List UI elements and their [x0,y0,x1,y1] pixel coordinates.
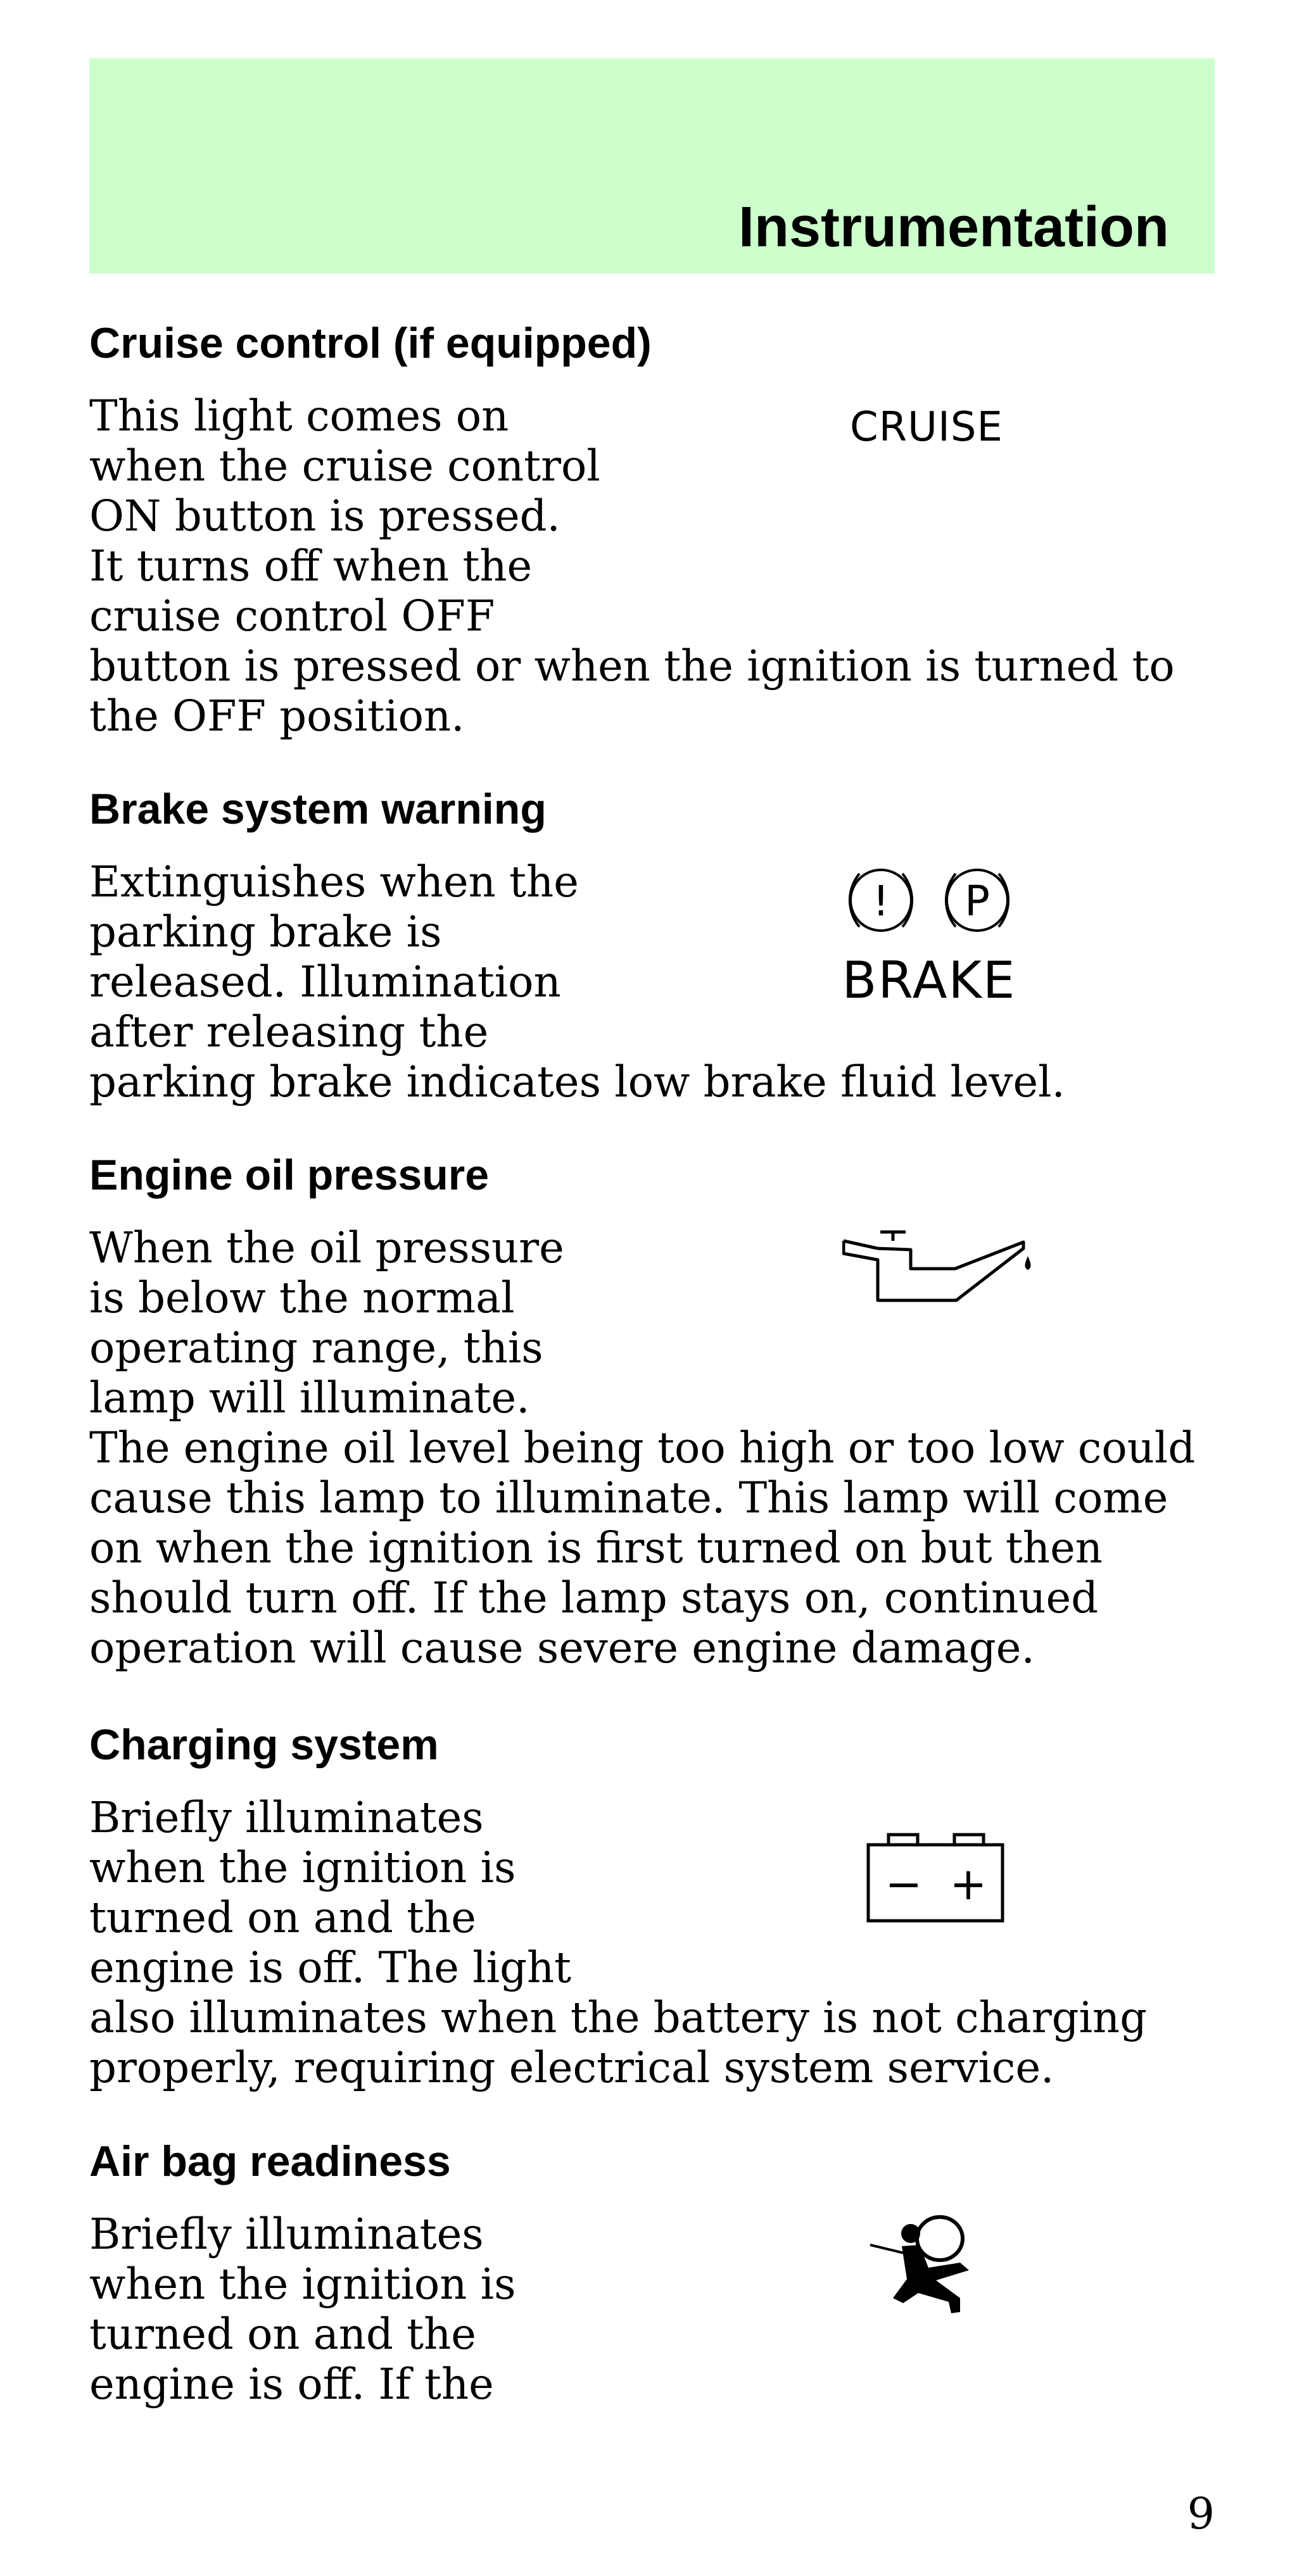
section-heading: Charging system [89,1721,439,1769]
text-line: should turn off. If the lamp stays on, continued [89,1573,1099,1623]
text-line: when the cruise control [89,441,600,491]
text-line: operation will cause severe engine damage. [89,1623,1035,1673]
text-line: is below the normal [89,1273,515,1323]
text-line: after releasing the [89,1007,489,1057]
text-line: When the oil pressure [89,1223,564,1272]
oil-can-icon [842,1223,1045,1318]
section-body [89,391,1175,741]
section-heading: Brake system warning [89,785,547,833]
section-body [89,2209,516,2410]
minus-symbol: − [885,1858,923,1910]
airbag-occupant-icon [865,2209,992,2323]
battery-icon [866,1831,1011,1926]
text-line: operating range, this [89,1323,543,1373]
exclamation-mark: ! [872,877,890,926]
section-heading: Cruise control (if equipped) [89,319,652,367]
text-line: Briefly illuminates [89,2209,484,2259]
text-line: Briefly illuminates [89,1793,484,1842]
text-line: parking brake indicates low brake fluid level. [89,1057,1065,1107]
text-line: cause this lamp to illuminate. This lamp will come [89,1473,1168,1523]
section-heading: Air bag readiness [89,2137,451,2185]
text-line: ON button is pressed. [89,491,560,541]
section-engine-oil-pressure [89,1153,1215,1679]
section-charging-system [89,1723,1215,2103]
text-line: The engine oil level being too high or too low could [89,1423,1196,1473]
section-air-bag-readiness [89,2137,1215,2431]
text-line: button is pressed or when the ignition is turned to [89,641,1175,691]
text-line: engine is off. If the [89,2359,494,2409]
brake-warning-icon [830,857,1058,1009]
text-line: cruise control OFF [89,591,495,641]
section-heading: Engine oil pressure [89,1151,490,1199]
brake-label: BRAKE [842,951,1016,1009]
text-line: properly, requiring electrical system service. [89,2043,1054,2092]
plus-symbol: + [949,1858,987,1910]
text-line: It turns off when the [89,541,533,591]
page-number: 9 [1187,2489,1215,2539]
text-line: on when the ignition is first turned on but then [89,1523,1103,1573]
text-line: engine is off. The light [89,1943,572,1992]
text-line: the OFF position. [89,691,465,741]
section-brake-warning [89,785,1215,1129]
chapter-title: Instrumentation [738,196,1169,259]
section-cruise-control [89,319,1215,752]
text-line: lamp will illuminate. [89,1373,530,1423]
text-line: when the ignition is [89,1843,516,1892]
chapter-header [89,58,1215,273]
text-line: also illuminates when the battery is not charging [89,1993,1148,2042]
text-line: parking brake is [89,907,442,957]
text-line: when the ignition is [89,2259,516,2309]
cruise-text-icon: CRUISE [850,404,1003,451]
text-line: turned on and the [89,1893,476,1942]
text-line: turned on and the [89,2309,476,2359]
text-line: released. Illumination [89,957,561,1007]
text-line: This light comes on [89,391,509,441]
p-letter: P [965,877,990,926]
text-line: Extinguishes when the [89,857,579,907]
